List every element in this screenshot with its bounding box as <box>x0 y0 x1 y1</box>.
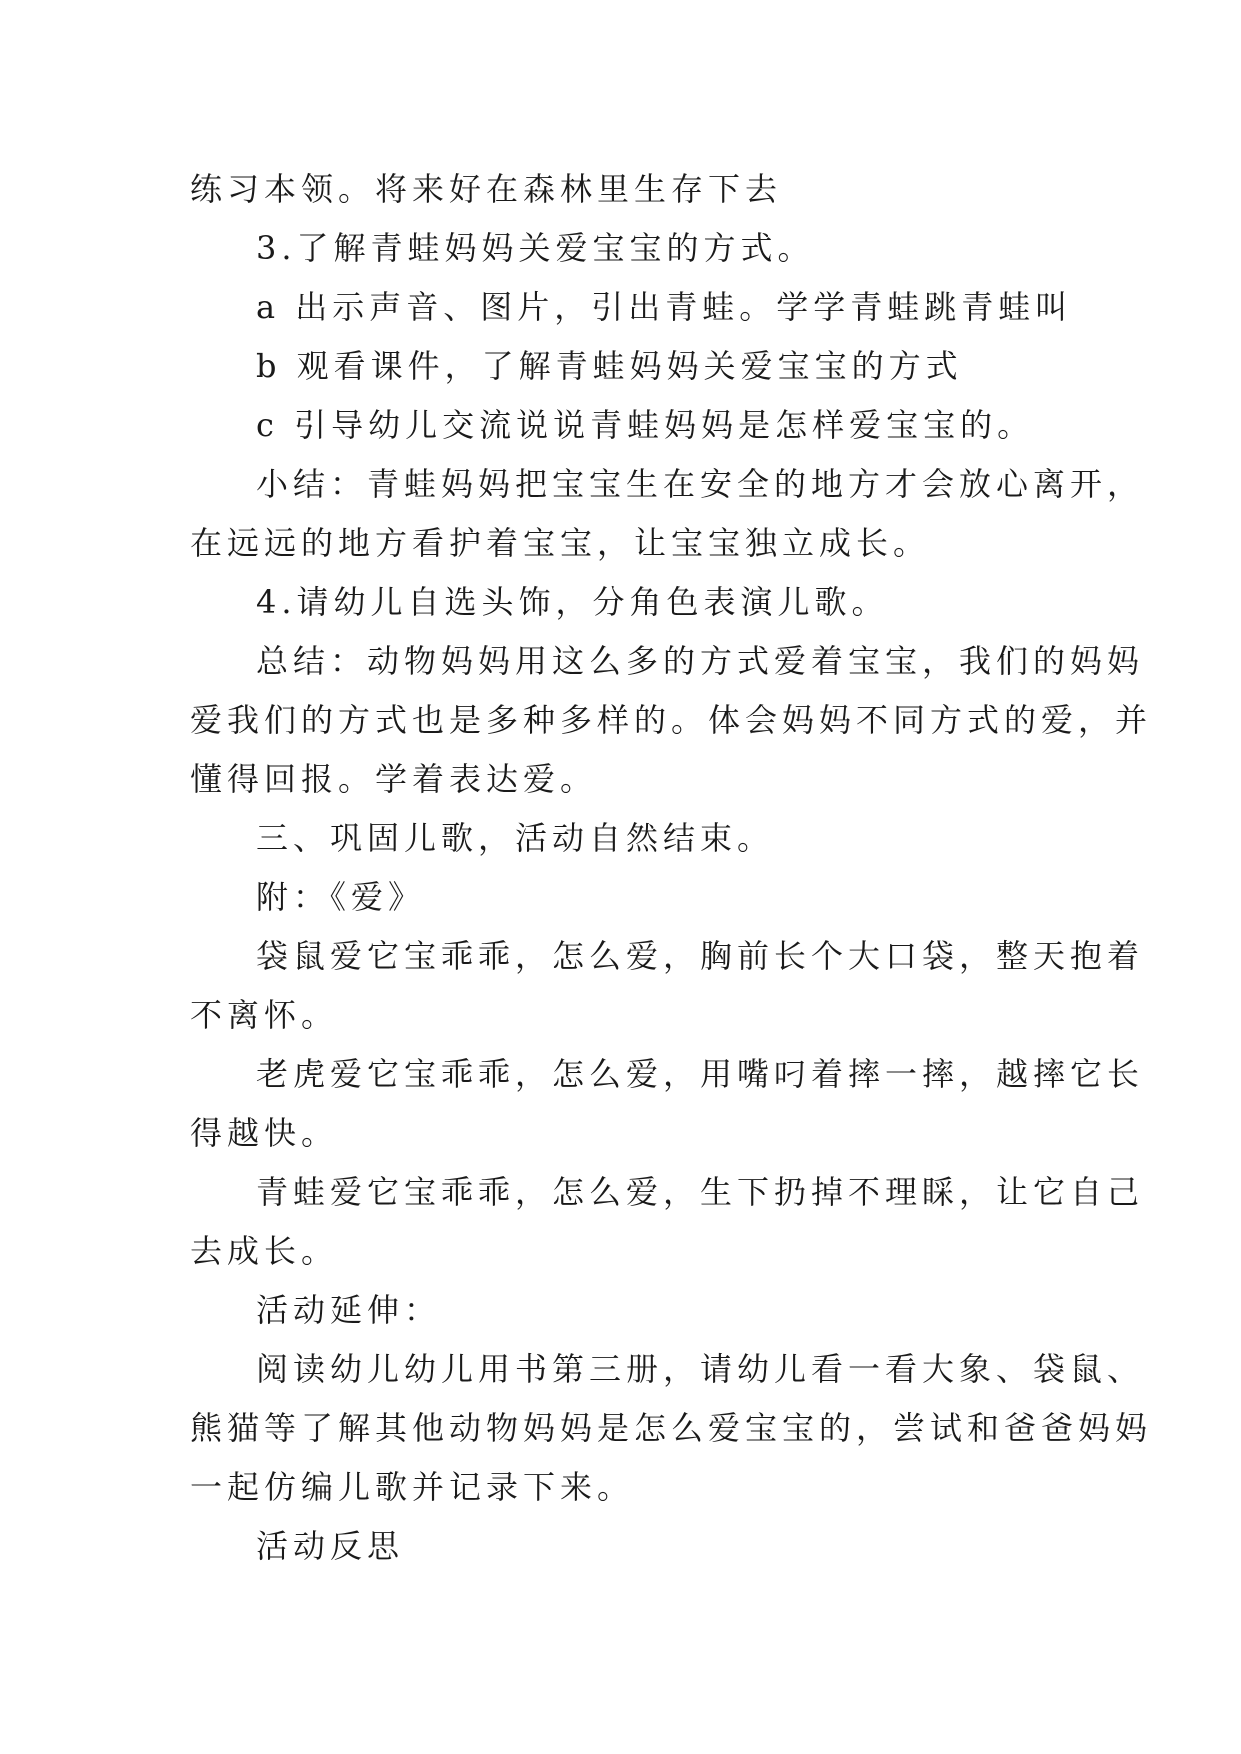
text-line: 附：《爱》 <box>256 878 426 916</box>
text-line: b 观看课件，了解青蛙妈妈关爱宝宝的方式 <box>256 347 963 385</box>
text-line: 老虎爱它宝乖乖，怎么爱，用嘴叼着摔一摔，越摔它长 <box>256 1055 1145 1093</box>
text-line: 总结：动物妈妈用这么多的方式爱着宝宝，我们的妈妈 <box>256 642 1145 680</box>
text-line: 袋鼠爱它宝乖乖，怎么爱，胸前长个大口袋，整天抱着 <box>256 937 1145 975</box>
text-line: 青蛙爱它宝乖乖，怎么爱，生下扔掉不理睬，让它自己 <box>256 1173 1145 1211</box>
text-line: 不离怀。 <box>190 996 339 1034</box>
text-line: 活动延伸： <box>256 1291 442 1329</box>
text-line: 4.请幼儿自选头饰，分角色表演儿歌。 <box>256 583 889 621</box>
text-line: 活动反思 <box>256 1527 405 1565</box>
text-line: 阅读幼儿幼儿用书第三册，请幼儿看一看大象、袋鼠、 <box>256 1350 1145 1388</box>
text-line: 三、巩固儿歌，活动自然结束。 <box>256 819 775 857</box>
document-body <box>190 160 1153 1576</box>
text-line: 练习本领。将来好在森林里生存下去 <box>190 170 783 208</box>
text-line: 一起仿编儿歌并记录下来。 <box>190 1468 635 1506</box>
text-line: 懂得回报。学着表达爱。 <box>190 760 598 798</box>
text-line: a 出示声音、图片，引出青蛙。学学青蛙跳青蛙叫 <box>256 288 1073 326</box>
text-line: 得越快。 <box>190 1114 339 1152</box>
text-line: 熊猫等了解其他动物妈妈是怎么爱宝宝的，尝试和爸爸妈妈 <box>190 1409 1153 1447</box>
text-line: c 引导幼儿交流说说青蛙妈妈是怎样爱宝宝的。 <box>256 406 1035 444</box>
text-line: 在远远的地方看护着宝宝，让宝宝独立成长。 <box>190 524 931 562</box>
text-line: 爱我们的方式也是多种多样的。体会妈妈不同方式的爱，并 <box>190 701 1153 739</box>
text-line: 去成长。 <box>190 1232 339 1270</box>
text-line: 3.了解青蛙妈妈关爱宝宝的方式。 <box>256 229 815 267</box>
text-line: 小结：青蛙妈妈把宝宝生在安全的地方才会放心离开， <box>256 465 1145 503</box>
